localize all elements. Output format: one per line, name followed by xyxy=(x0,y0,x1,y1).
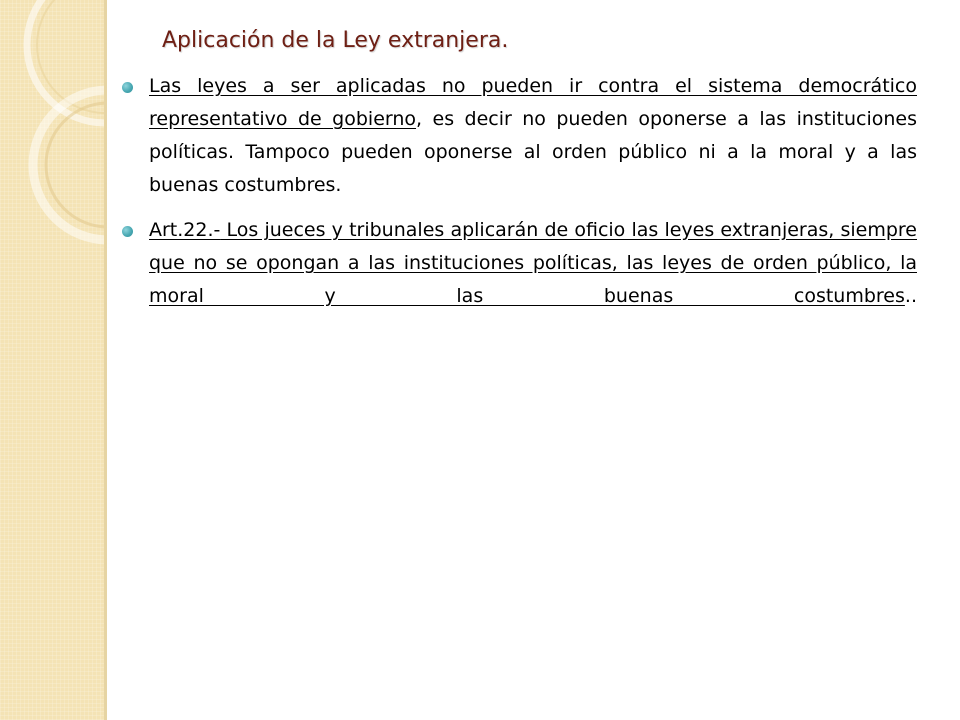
bullet-item-2 xyxy=(121,214,917,313)
bullet-icon xyxy=(122,82,133,93)
bullet-text-2 xyxy=(149,214,917,313)
underlined-text: Los jueces y tribunales aplicarán de oficio las leyes extranjeras, siempre que no se opongan a las instituciones políticas, las leyes de orden público, la moral y las buenas costumbres xyxy=(149,219,917,307)
underlined-text: Las leyes a ser aplicadas no pueden ir contra el sistema democrático representativo de gobierno xyxy=(149,75,917,130)
article-reference: Art.22.- xyxy=(149,219,221,241)
swirl-ornament xyxy=(0,0,104,720)
bullet-text-1 xyxy=(149,70,917,202)
plain-text: .. xyxy=(904,285,917,307)
slide-title: Aplicación de la Ley extranjera. xyxy=(162,28,509,53)
strip-border xyxy=(104,0,107,720)
decorative-side-strip xyxy=(0,0,104,720)
bullet-icon xyxy=(122,226,133,237)
plain-text: , es decir no pueden oponerse a las instituciones políticas. Tampoco pueden oponerse al orden público ni a la moral y a las buenas costumbres. xyxy=(149,108,917,196)
bullet-item-1 xyxy=(121,70,917,202)
bullet-list xyxy=(121,70,917,325)
